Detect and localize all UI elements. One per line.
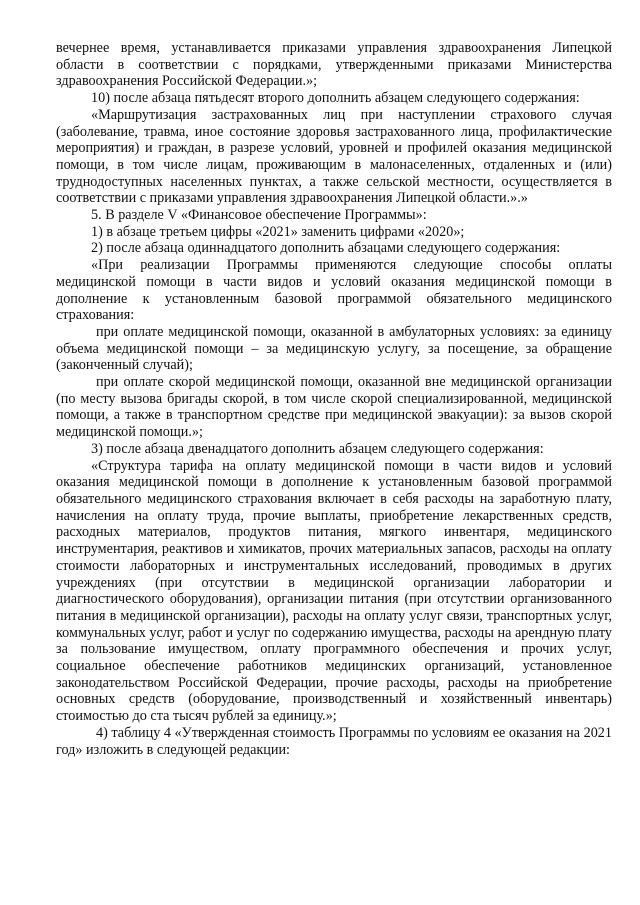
document-page — [56, 40, 612, 758]
paragraph-section-5: 5. В разделе V «Финансовое обеспечение Программы»: — [91, 207, 427, 224]
paragraph-item-3: 3) после абзаца двенадцатого дополнить абзацем следующего содержания: — [91, 440, 544, 457]
paragraph-routing-text: «Маршрутизация застрахованных лиц при наступлении страхового случая (заболевание, травма, иное состояние здоровья застрахованного лица, профилактические мероприятия) и граждан, в разрезе условий, уровней и профилей оказания медицинской помощи, в том числе лицам, проживающим в малонаселенных, отдаленных и (или) труднодоступных населенных пунктах, а также сельской местности, осуществляется в соответствии с приказами управления здравоохранения Липецкой области.».» — [56, 106, 612, 207]
paragraph-payment-methods: «При реализации Программы применяются следующие способы оплаты медицинской помощи в части видов и условий оказания медицинской помощи в дополнение к установленным базовой программой обязательного медицинского страхования: — [56, 257, 612, 324]
paragraph-tariff-structure: «Структура тарифа на оплату медицинской помощи в части видов и условий оказания медицинской помощи в дополнение к установленным базовой программой обязательного медицинского страхования включает в себя расходы на заработную плату, начисления на оплату труда, прочие выплаты, приобретение лекарственных средств, расходных материалов, продуктов питания, мягкого инвентаря, медицинского инструментария, реактивов и химикатов, прочих материальных запасов, расходы на оплату стоимости лабораторных и инструментальных исследований, проводимых в других учреждениях (при отсутствии в медицинской организации лаборатории и диагностического оборудования), организации питания (при отсутствии организованного питания в медицинской организации), расходы на оплату услуг связи, транспортных услуг, коммунальных услуг, работ и услуг по содержанию имущества, расходы на арендную плату за пользование имуществом, оплату программного обеспечения и прочих услуг, социальное обеспечение работников медицинских организаций, установленное законодательством Российской Федерации, прочие расходы, расходы на приобретение основных средств (оборудование, производственный и хозяйственный инвентарь) стоимостью до ста тысяч рублей за единицу.»; — [56, 457, 612, 725]
paragraph-ambulance: при оплате скорой медицинской помощи, оказанной вне медицинской организации (по месту вызова бригады скорой, в том числе скорой специализированной, медицинской помощи, а также в транспортном средстве при медицинской эвакуации): за вызов скорой медицинской помощи.»; — [56, 374, 612, 441]
paragraph-continuation: вечернее время, устанавливается приказами управления здравоохранения Липецкой области в соответствии с порядками, утвержденными приказами Министерства здравоохранения Российской Федерации.»; — [56, 40, 612, 90]
paragraph-item-2: 2) после абзаца одиннадцатого дополнить абзацами следующего содержания: — [91, 240, 561, 257]
paragraph-item-10: 10) после абзаца пятьдесят второго дополнить абзацем следующего содержания: — [91, 90, 580, 107]
paragraph-item-4: 4) таблицу 4 «Утвержденная стоимость Программы по условиям ее оказания на 2021 год» изложить в следующей редакции: — [56, 724, 612, 758]
paragraph-outpatient: при оплате медицинской помощи, оказанной в амбулаторных условиях: за единицу объема медицинской помощи – за медицинскую услугу, за посещение, за обращение (законченный случай); — [56, 323, 612, 374]
paragraph-item-1: 1) в абзаце третьем цифры «2021» заменить цифрами «2020»; — [91, 223, 465, 240]
